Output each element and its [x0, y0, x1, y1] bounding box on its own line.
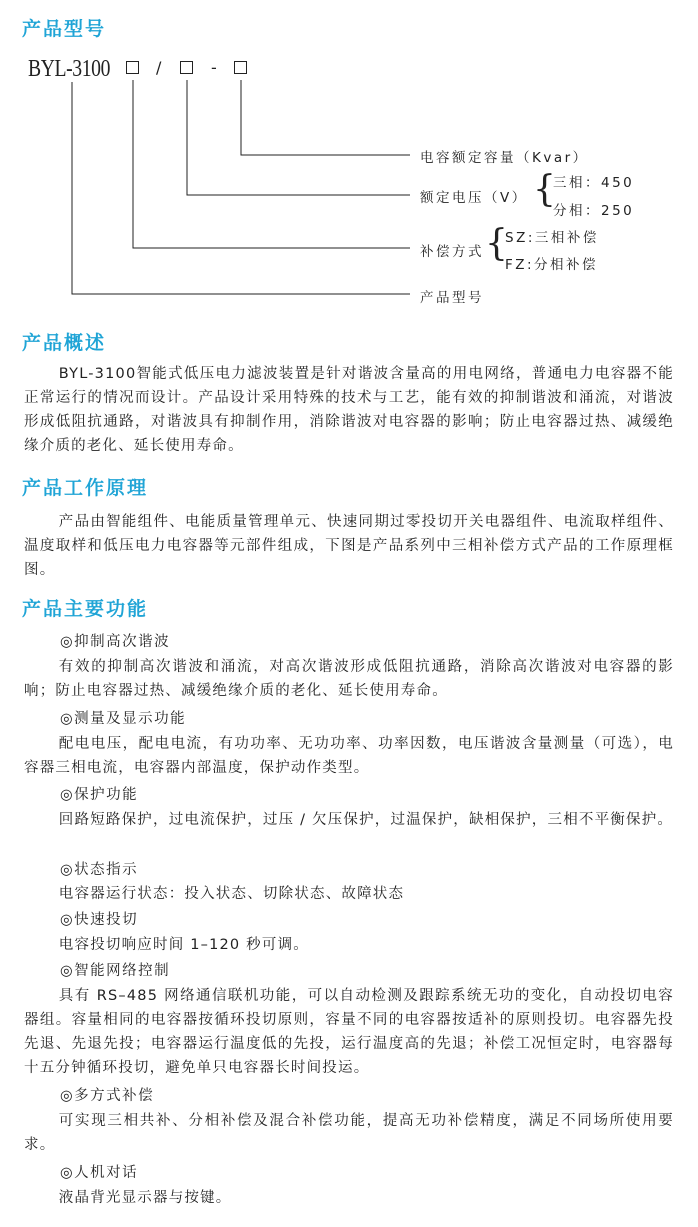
function-title: ◎测量及显示功能 [60, 711, 187, 727]
capacity-label: 电容额定容量（Kvar） [420, 150, 589, 166]
compensation-brace: { [485, 223, 508, 264]
function-text: 配电电压，配电电流，有功功率、无功功率、功率因数，电压谐波含量测量（可选），电容器三相电流，电容器内部温度，保护动作类型。 [24, 736, 674, 776]
function-title: ◎状态指示 [60, 862, 139, 878]
model-designation-diagram [0, 0, 698, 310]
overview-heading: 产品概述 [22, 332, 107, 354]
model-code: BYL-3100 [28, 56, 110, 82]
model-section-heading: 产品型号 [22, 18, 107, 40]
function-text: 可实现三相共补、分相补偿及混合补偿功能，提高无功补偿精度，满足不同场所使用要求。 [24, 1113, 674, 1153]
function-text: 有效的抑制高次谐波和涌流，对高次谐波形成低阻抗通路，消除高次谐波对电容器的影响；防止电容器过热、减缓绝缘介质的老化、延长使用寿命。 [24, 659, 674, 699]
compensation-fz: FZ:分相补偿 [505, 257, 599, 273]
function-title: ◎人机对话 [60, 1165, 139, 1181]
function-text: 回路短路保护，过电流保护，过压 / 欠压保护，过温保护，缺相保护，三相不平衡保护。 [58, 812, 674, 828]
function-text: 电容投切响应时间 1–120 秒可调。 [58, 937, 309, 953]
function-title: ◎抑制高次谐波 [60, 634, 171, 650]
compensation-sz: SZ:三相补偿 [505, 230, 599, 246]
functions-heading: 产品主要功能 [22, 598, 149, 620]
compensation-label: 补偿方式 [420, 244, 484, 260]
function-text: 具有 RS–485 网络通信联机功能，可以自动检测及跟踪系统无功的变化，自动投切电容器组。容量相同的电容器按循环投切原则，容量不同的电容器按适补的原则投切。电容器先投先退、先退先投；电容器运行温度低的先投，运行温度高的先退；补偿工况恒定时，电容器每十五分钟循环投切，避免单只电容器长时间投运。 [24, 988, 674, 1076]
slash-separator: / [156, 58, 162, 77]
voltage-split-phase: 分相：250 [553, 203, 635, 219]
function-title: ◎多方式补偿 [60, 1088, 155, 1104]
function-title: ◎快速投切 [60, 912, 139, 928]
dash-separator: - [211, 58, 217, 77]
function-title: ◎保护功能 [60, 787, 139, 803]
principle-heading: 产品工作原理 [22, 477, 149, 499]
function-text: 液晶背光显示器与按键。 [58, 1190, 232, 1206]
voltage-brace: { [533, 169, 556, 210]
overview-text: BYL-3100智能式低压电力滤波装置是针对谐波含量高的用电网络，普通电力电容器不能正常运行的情况而设计。产品设计采用特殊的技术与工艺，能有效的抑制谐波和涌流，对谐波形成低阻抗通路，对谐波具有抑制作用，消除谐波对电容器的影响；防止电容器过热、减缓绝缘介质的老化、延长使用寿命。 [24, 366, 674, 454]
model-label: 产品型号 [420, 290, 484, 306]
function-title: ◎智能网络控制 [60, 963, 171, 979]
function-text: 电容器运行状态：投入状态、切除状态、故障状态 [58, 886, 405, 902]
voltage-three-phase: 三相：450 [553, 175, 635, 191]
principle-text: 产品由智能组件、电能质量管理单元、快速同期过零投切开关电器组件、电流取样组件、温度取样和低压电力电容器等元部件组成，下图是产品系列中三相补偿方式产品的工作原理框图。 [24, 514, 674, 578]
voltage-label: 额定电压（V） [420, 190, 528, 206]
